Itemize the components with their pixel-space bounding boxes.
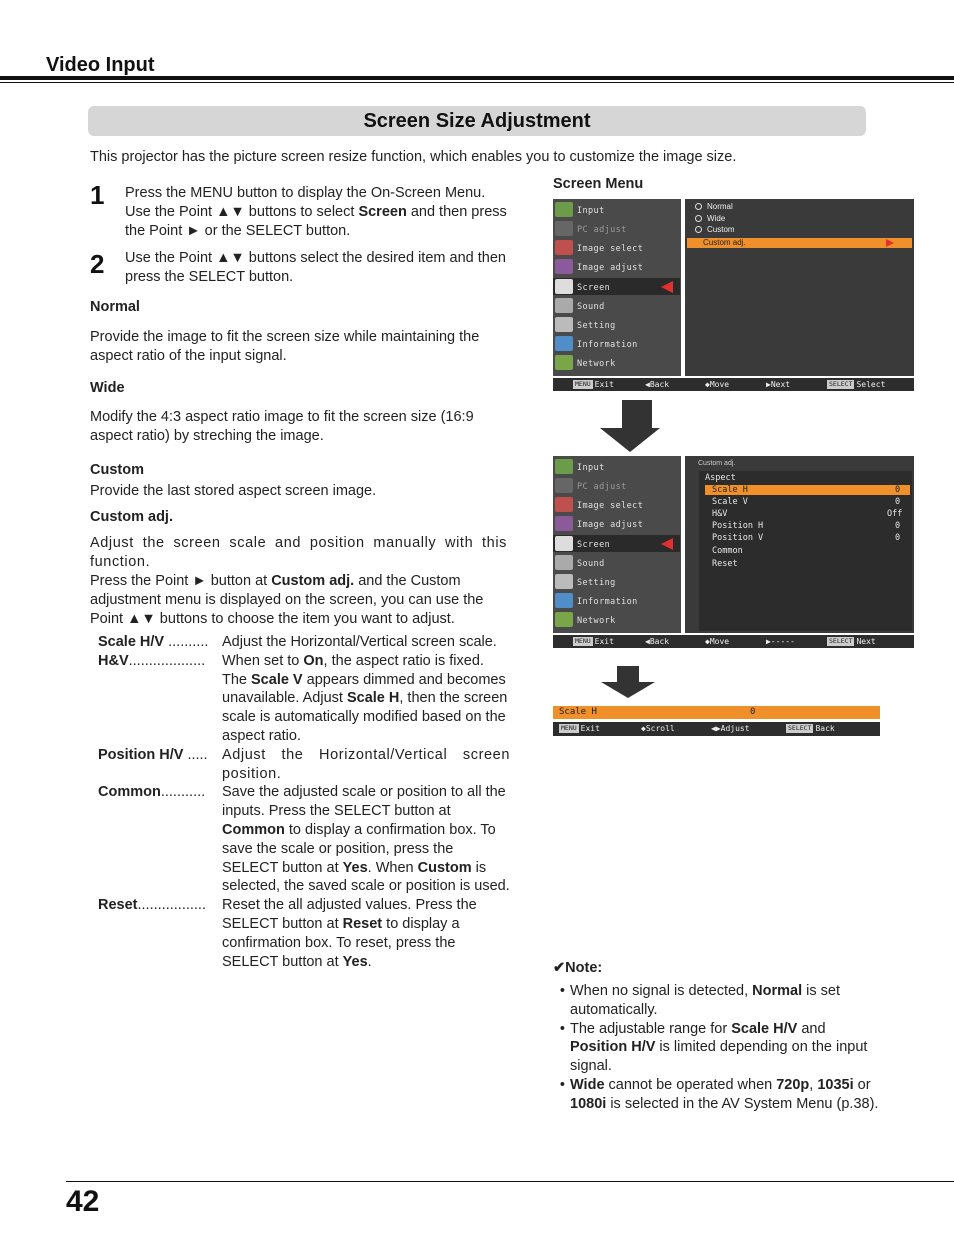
back-hint: SELECT Back <box>788 724 835 733</box>
menu-item-sound[interactable]: Sound <box>577 559 605 569</box>
option-custom[interactable]: Custom <box>695 225 735 234</box>
custom-adj-list <box>699 471 912 631</box>
next-hint: SELECT Next <box>829 637 876 646</box>
scale-h-bar[interactable]: Scale H 0 <box>553 706 880 719</box>
custom-item-aspect[interactable]: Aspect <box>705 473 736 483</box>
pc-adjust-icon <box>555 221 573 236</box>
custom-item-position-v[interactable]: Position V <box>712 533 764 543</box>
custom-item-reset[interactable]: Reset <box>712 559 738 569</box>
menu-item-setting[interactable]: Setting <box>577 321 616 331</box>
menu-item-pc-adjust[interactable]: PC adjust <box>577 225 627 235</box>
note-box <box>553 960 883 1114</box>
menu-item-information[interactable]: Information <box>577 597 638 607</box>
def-hv: H&V................... When set to On, the aspect ratio is fixed. The Scale V appears dimmed and becomes unavailable. Adjust Scale H, then the screen scale is automatically modified based on the aspect ratio. <box>98 652 508 744</box>
input-icon <box>555 202 573 217</box>
intro-text: This projector has the picture screen resize function, which enables you to customize the image size. <box>90 149 737 165</box>
exit-hint: MENU Exit <box>575 637 614 646</box>
custom-adj-text-2: Press the Point ► button at Custom adj. and the Custom adjustment menu is displayed on the screen, you can use the Point ▲▼ buttons to choose the item you want to adjust. <box>90 573 484 627</box>
exit-hint: MENU Exit <box>561 724 600 733</box>
menu-item-image-select[interactable]: Image select <box>577 244 644 254</box>
header-rule-thin <box>0 82 954 83</box>
page-title: Screen Size Adjustment <box>88 106 866 136</box>
adjustment-definitions <box>98 633 510 971</box>
scale-status-bar <box>553 722 880 736</box>
header-rule <box>0 76 954 80</box>
menu-item-screen[interactable]: Screen <box>577 283 611 293</box>
step-number-1: 1 <box>90 180 105 210</box>
back-hint: ◀Back <box>645 380 670 389</box>
custom-item-common[interactable]: Common <box>712 546 743 556</box>
select-hint: SELECT Select <box>829 380 886 389</box>
wide-heading: Wide <box>90 380 125 396</box>
page-number: 42 <box>66 1185 100 1218</box>
image-adjust-icon <box>555 259 573 274</box>
menu-item-network[interactable]: Network <box>577 616 616 626</box>
menu-item-input[interactable]: Input <box>577 463 605 473</box>
down-arrow-head-icon <box>601 682 655 698</box>
step-1-text: Press the MENU button to display the On-Screen Menu. Use the Point ▲▼ buttons to select Screen and then press the Point ► or the SELECT button. <box>125 185 507 239</box>
move-hint: ◆Move <box>705 637 730 646</box>
input-icon <box>555 459 573 474</box>
adjust-hint: ◀▶Adjust <box>711 724 750 733</box>
menu-item-image-adjust[interactable]: Image adjust <box>577 520 644 530</box>
network-icon <box>555 355 573 370</box>
note-title: ✔Note: <box>553 960 603 976</box>
custom-adj-heading: Custom adj. <box>90 509 173 525</box>
image-adjust-icon <box>555 516 573 531</box>
menu-item-pc-adjust[interactable]: PC adjust <box>577 482 627 492</box>
menu-item-screen[interactable]: Screen <box>577 540 611 550</box>
option-wide[interactable]: Wide <box>695 214 725 223</box>
custom-value-position-h: 0 <box>895 521 901 531</box>
next-hint: ▶Next <box>766 380 791 389</box>
normal-heading: Normal <box>90 299 140 315</box>
radio-icon <box>695 226 702 233</box>
custom-adj-title: Custom adj. <box>698 460 736 467</box>
custom-adj-text: Adjust the screen scale and position manually with this function. <box>90 535 507 570</box>
custom-adj-panel <box>685 456 914 633</box>
custom-value-hv: Off <box>887 509 903 519</box>
back-hint: ◀Back <box>645 637 670 646</box>
screen-icon <box>555 536 573 551</box>
down-arrow-icon <box>617 666 639 682</box>
custom-value-scale-v: 0 <box>895 497 901 507</box>
down-arrow-icon <box>622 400 652 428</box>
step-2-text: Use the Point ▲▼ buttons select the desired item and then press the SELECT button. <box>125 250 506 285</box>
move-hint: ◆Move <box>705 380 730 389</box>
footer-rule <box>66 1181 954 1182</box>
note-item-3: • Wide cannot be operated when 720p, 1035i or 1080i is selected in the AV System Menu (p.38). <box>559 1076 879 1112</box>
dashes-hint: ▶----- <box>766 637 795 646</box>
wide-text: Modify the 4:3 aspect ratio image to fit the screen size (16:9 aspect ratio) by streching the image. <box>90 409 474 444</box>
exit-hint: MENU Exit <box>575 380 614 389</box>
custom-heading: Custom <box>90 462 144 478</box>
screen-menu-label: Screen Menu <box>553 176 644 192</box>
selected-arrow-icon <box>661 281 673 293</box>
sound-icon <box>555 555 573 570</box>
normal-text: Provide the image to fit the screen size while maintaining the aspect ratio of the input signal. <box>90 329 480 364</box>
down-arrow-head-icon <box>600 428 660 452</box>
def-common: Common........... Save the adjusted scale or position to all the inputs. Press the SELECT button at Common to display a confirmation box. To save the scale or position, press the SELECT button at Yes. When Custom is selected, the saved scale or position is used. <box>98 784 510 895</box>
radio-icon <box>695 203 702 210</box>
custom-item-position-h[interactable]: Position H <box>712 521 764 531</box>
section-title: Video Input <box>46 54 155 76</box>
radio-icon <box>695 215 702 222</box>
image-select-icon <box>555 497 573 512</box>
menu-item-network[interactable]: Network <box>577 359 616 369</box>
custom-item-scale-v[interactable]: Scale V <box>712 497 748 507</box>
menu2-status-bar <box>553 635 914 648</box>
custom-value-position-v: 0 <box>895 533 901 543</box>
def-position: Position H/V ..... Adjust the Horizontal/Vertical screen position. <box>98 746 510 782</box>
menu-item-image-adjust[interactable]: Image adjust <box>577 263 644 273</box>
information-icon <box>555 336 573 351</box>
selected-arrow-icon <box>661 538 673 550</box>
menu-item-sound[interactable]: Sound <box>577 302 605 312</box>
sound-icon <box>555 298 573 313</box>
network-icon <box>555 612 573 627</box>
screen-icon <box>555 279 573 294</box>
image-select-icon <box>555 240 573 255</box>
menu1-options-panel <box>685 199 914 376</box>
step-number-2: 2 <box>90 249 105 279</box>
scroll-hint: ◆Scroll <box>641 724 675 733</box>
note-item-1: • When no signal is detected, Normal is set automatically. <box>559 983 841 1018</box>
menu1-status-bar <box>553 378 914 391</box>
option-custom-adj[interactable]: Custom adj. <box>687 238 912 248</box>
setting-icon <box>555 574 573 589</box>
option-normal[interactable]: Normal <box>695 202 733 211</box>
checkmark-icon: ✔ <box>553 960 566 976</box>
menu-item-setting[interactable]: Setting <box>577 578 616 588</box>
custom-text: Provide the last stored aspect screen image. <box>90 483 377 499</box>
custom-item-hv[interactable]: H&V <box>712 509 728 519</box>
note-item-2: • The adjustable range for Scale H/V and Position H/V is limited depending on the input signal. <box>559 1020 868 1075</box>
def-reset: Reset................. Reset the all adjusted values. Press the SELECT button at Reset to display a confirmation box. To reset, press the SELECT button at Yes. <box>98 897 477 970</box>
menu-item-input[interactable]: Input <box>577 206 605 216</box>
custom-item-scale-h-highlight[interactable]: Scale H 0 <box>705 485 910 495</box>
menu-item-information[interactable]: Information <box>577 340 638 350</box>
right-arrow-icon <box>886 239 894 247</box>
pc-adjust-icon <box>555 478 573 493</box>
setting-icon <box>555 317 573 332</box>
menu-item-image-select[interactable]: Image select <box>577 501 644 511</box>
information-icon <box>555 593 573 608</box>
def-scale: Scale H/V .......... Adjust the Horizontal/Vertical screen scale. <box>98 634 497 650</box>
